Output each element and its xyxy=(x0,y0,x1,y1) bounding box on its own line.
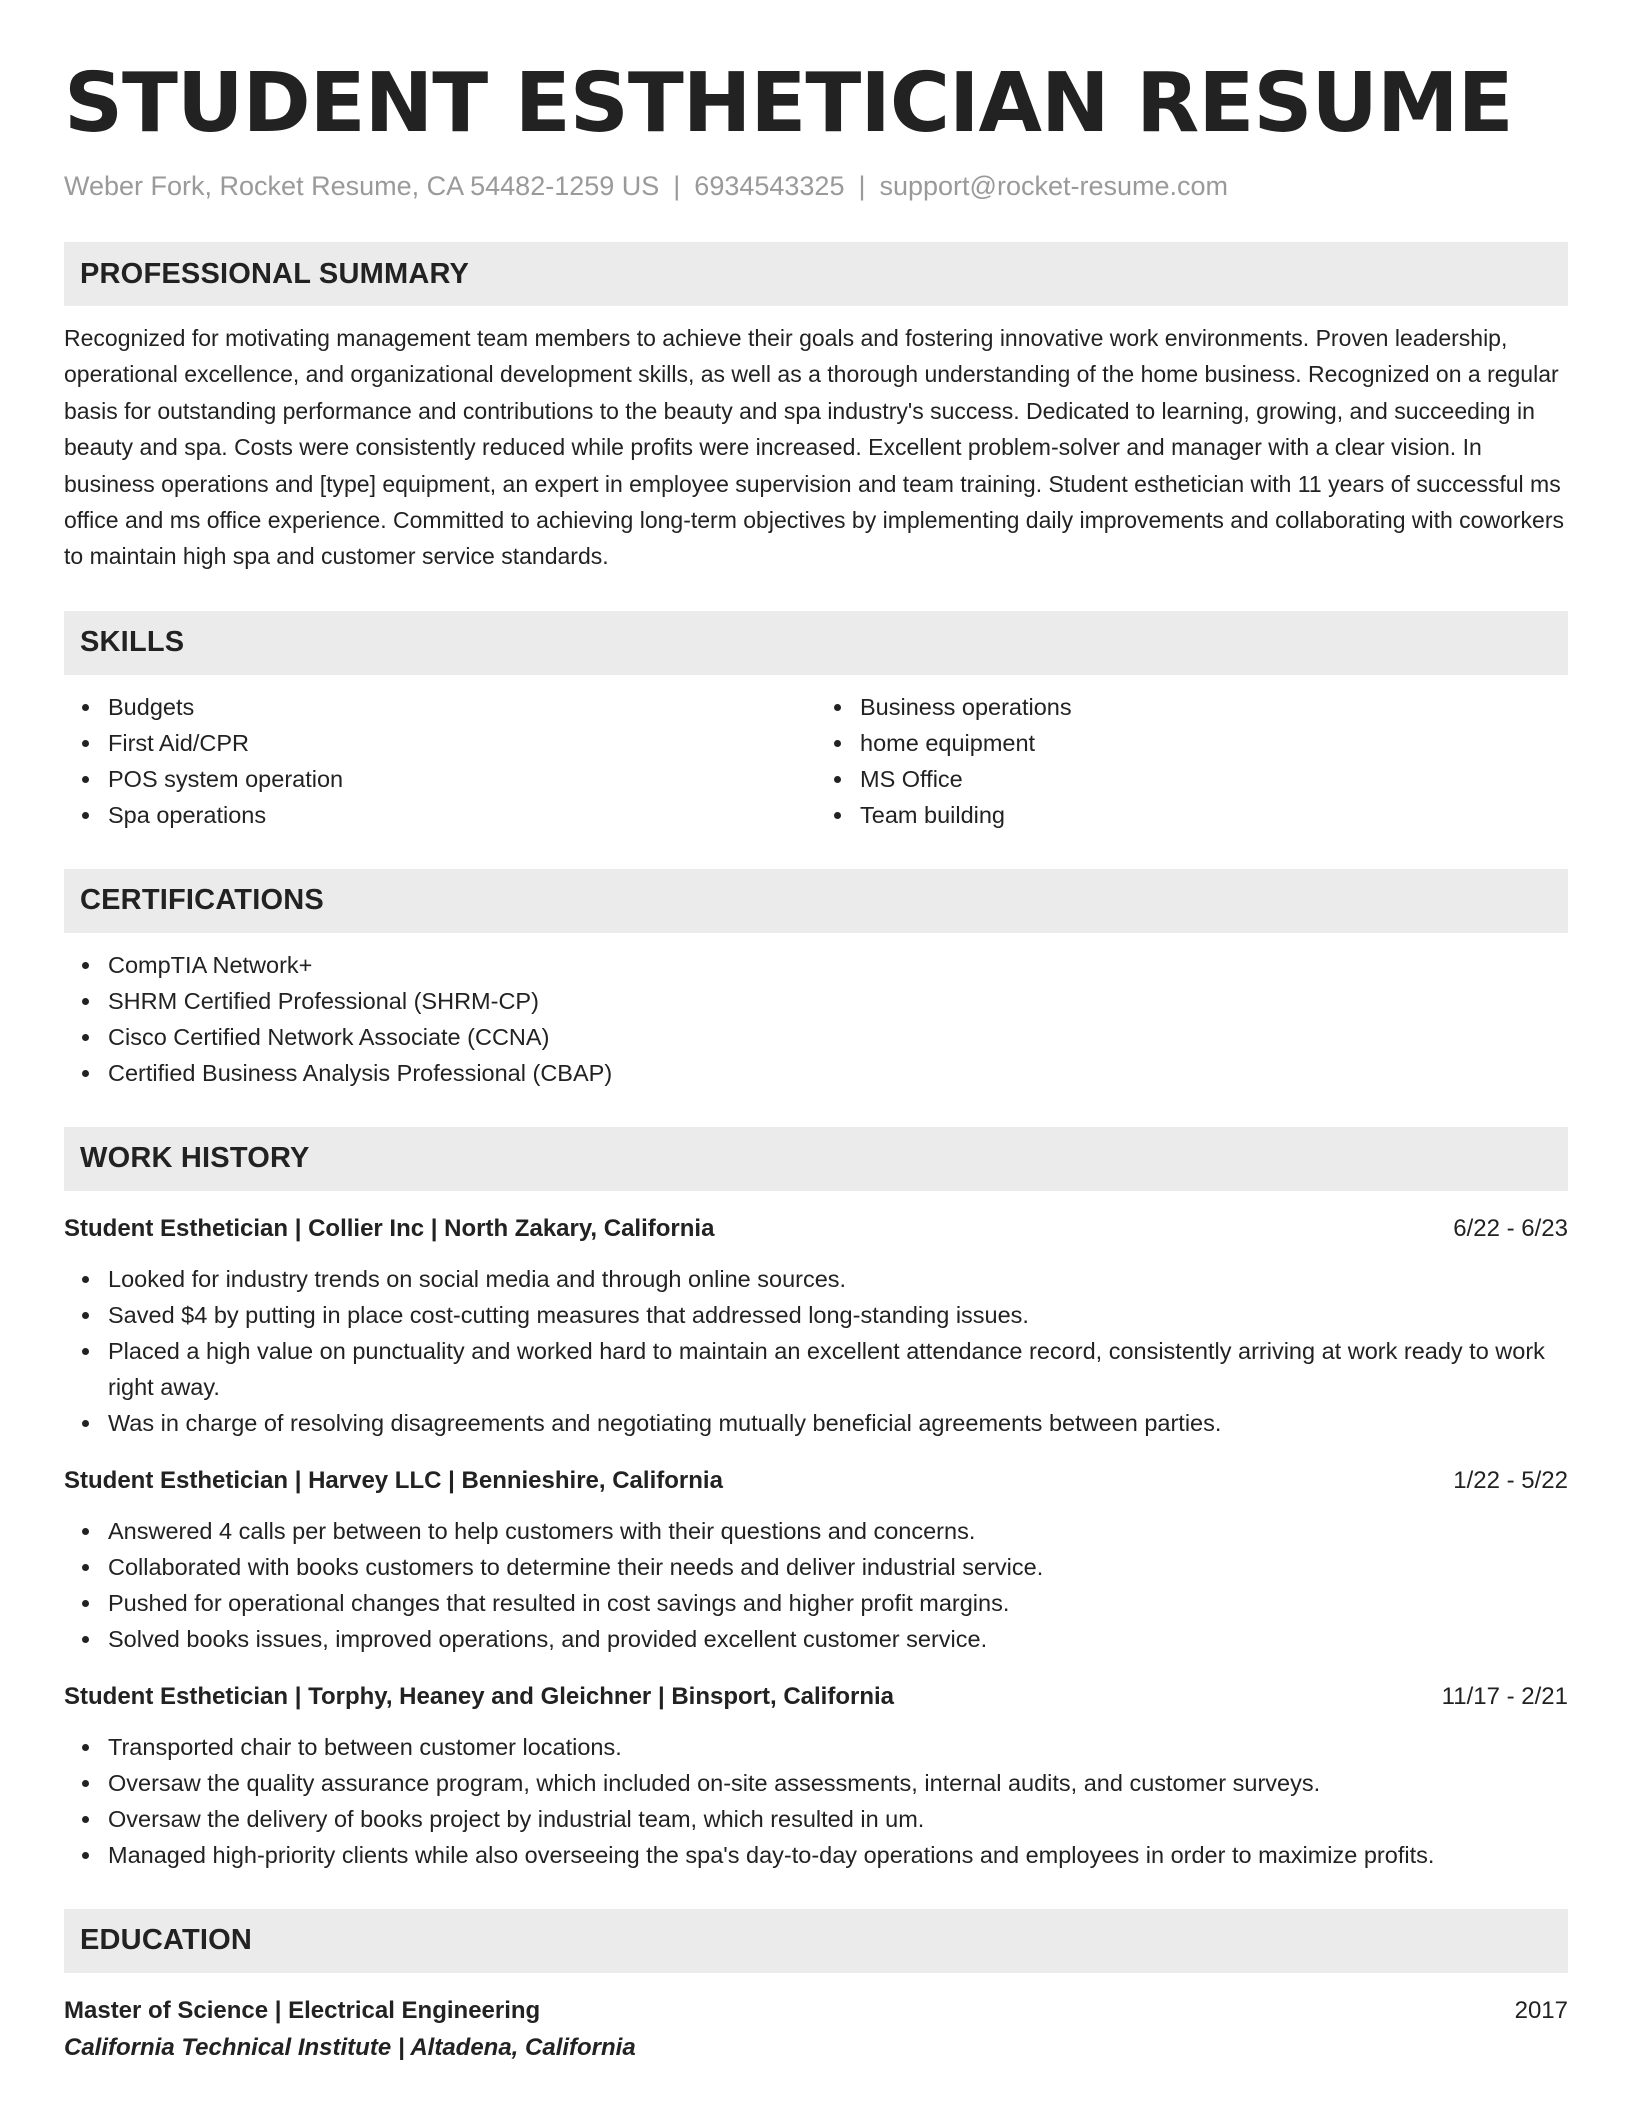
job-entry xyxy=(64,1211,1568,1441)
list-item: Placed a high value on punctuality and worked hard to maintain an excellent attendance record, consistently arriving at work ready to work right away. xyxy=(108,1333,1568,1405)
list-item: Cisco Certified Network Associate (CCNA) xyxy=(108,1019,1568,1055)
certifications-list xyxy=(64,947,1568,1091)
education-header xyxy=(64,1993,1568,2029)
job-dates: 11/17 - 2/21 xyxy=(1441,1682,1568,1710)
job-bullets xyxy=(64,1513,1568,1657)
contact-line xyxy=(64,168,1568,204)
list-item: home equipment xyxy=(860,725,1568,761)
contact-email: support@rocket-resume.com xyxy=(879,171,1229,201)
list-item: Business operations xyxy=(860,689,1568,725)
list-item: Budgets xyxy=(108,689,816,725)
list-item: MS Office xyxy=(860,761,1568,797)
summary-section-header xyxy=(64,242,1568,306)
list-item: Answered 4 calls per between to help customers with their questions and concerns. xyxy=(108,1513,1568,1549)
job-title: Student Esthetician | Collier Inc | North Zakary, California xyxy=(64,1214,715,1242)
education-section-header xyxy=(64,1909,1568,1973)
job-title: Student Esthetician | Harvey LLC | Bennieshire, California xyxy=(64,1466,723,1494)
skills-list-right xyxy=(816,689,1568,833)
work-heading: WORK HISTORY xyxy=(80,1142,310,1175)
summary-heading: PROFESSIONAL SUMMARY xyxy=(80,257,470,290)
list-item: Team building xyxy=(860,797,1568,833)
education-heading: EDUCATION xyxy=(80,1924,253,1957)
list-item: CompTIA Network+ xyxy=(108,947,1568,983)
education-degree: Master of Science | Electrical Engineering xyxy=(64,1996,541,2024)
job-bullets xyxy=(64,1261,1568,1441)
job-dates: 6/22 - 6/23 xyxy=(1453,1214,1568,1242)
job-entry xyxy=(64,1679,1568,1873)
resume-title: STUDENT ESTHETICIAN RESUME xyxy=(64,56,1513,151)
list-item: Spa operations xyxy=(108,797,816,833)
job-header xyxy=(64,1463,1568,1499)
job-header xyxy=(64,1211,1568,1247)
list-item: Solved books issues, improved operations, and provided excellent customer service. xyxy=(108,1621,1568,1657)
skills-list-left xyxy=(64,689,816,833)
list-item: First Aid/CPR xyxy=(108,725,816,761)
contact-phone: 6934543325 xyxy=(694,171,845,201)
list-item: Managed high-priority clients while also overseeing the spa's day-to-day operations and employees in order to maximize profits. xyxy=(108,1837,1568,1873)
list-item: Collaborated with books customers to determine their needs and deliver industrial service. xyxy=(108,1549,1568,1585)
certifications-section-header xyxy=(64,869,1568,933)
list-item: SHRM Certified Professional (SHRM-CP) xyxy=(108,983,1568,1019)
list-item: Oversaw the quality assurance program, which included on-site assessments, internal audits, and customer surveys. xyxy=(108,1765,1568,1801)
job-header xyxy=(64,1679,1568,1715)
job-bullets xyxy=(64,1729,1568,1873)
list-item: Oversaw the delivery of books project by industrial team, which resulted in um. xyxy=(108,1801,1568,1837)
list-item: Certified Business Analysis Professional (CBAP) xyxy=(108,1055,1568,1091)
job-dates: 1/22 - 5/22 xyxy=(1453,1466,1568,1494)
list-item: Looked for industry trends on social media and through online sources. xyxy=(108,1261,1568,1297)
work-section-header xyxy=(64,1127,1568,1191)
certifications-heading: CERTIFICATIONS xyxy=(80,884,324,917)
education-year: 2017 xyxy=(1514,1996,1568,2024)
list-item: POS system operation xyxy=(108,761,816,797)
skills-grid xyxy=(64,675,1568,833)
contact-separator: | xyxy=(858,171,866,201)
job-title: Student Esthetician | Torphy, Heaney and Gleichner | Binsport, California xyxy=(64,1682,895,1710)
skills-section-header xyxy=(64,611,1568,675)
list-item: Was in charge of resolving disagreements and negotiating mutually beneficial agreements between parties. xyxy=(108,1405,1568,1441)
list-item: Saved $4 by putting in place cost-cutting measures that addressed long-standing issues. xyxy=(108,1297,1568,1333)
contact-address: Weber Fork, Rocket Resume, CA 54482-1259 US xyxy=(64,171,660,201)
job-entry xyxy=(64,1463,1568,1657)
contact-separator: | xyxy=(673,171,681,201)
skills-heading: SKILLS xyxy=(80,626,185,659)
list-item: Transported chair to between customer locations. xyxy=(108,1729,1568,1765)
list-item: Pushed for operational changes that resulted in cost savings and higher profit margins. xyxy=(108,1585,1568,1621)
summary-text: Recognized for motivating management team members to achieve their goals and fostering innovative work environments. Proven leadership, operational excellence, and organizational development skills, as well as a thorough understanding of the home business. Recognized on a regular basis for outstanding performance and contributions to the beauty and spa industry's success. Dedicated to learning, growing, and succeeding in beauty and spa. Costs were consistently reduced while profits were increased. Excellent problem-solver and manager with a clear vision. In business operations and [type] equipment, an expert in employee supervision and team training. Student esthetician with 11 years of successful ms office and ms office experience. Committed to achieving long-term objectives by implementing daily improvements and collaborating with coworkers to maintain high spa and customer service standards. xyxy=(64,325,1564,570)
education-school: California Technical Institute | Altadena, California xyxy=(64,2033,636,2061)
